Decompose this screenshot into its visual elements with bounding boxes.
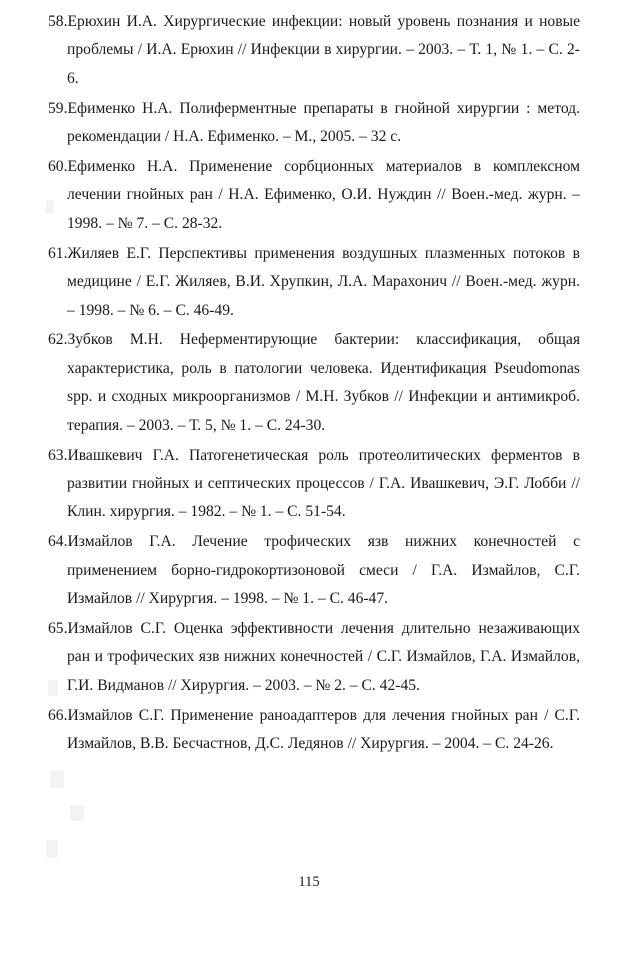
reference-number: 58. <box>48 13 68 30</box>
reference-text: Измайлов С.Г. Применение раноадаптеров для лечения гнойных ран / С.Г. Измайлов, В.В. Бесчастнов, Д.С. Ледянов // Хирургия. – 2004. – С. 24-26. <box>67 706 580 753</box>
reference-text: Ефименко Н.А. Применение сорбционных материалов в комплексном лечении гнойных ран / Н.А. Ефименко, О.И. Нуждин // Воен.-мед. журн. – 1998. – № 7. – С. 28-32. <box>67 158 580 232</box>
reference-text: Ефименко Н.А. Полиферментные препараты в гнойной хирургии : метод. рекомендации / Н.А. Ефименко. – М., 2005. – 32 с. <box>67 99 580 146</box>
reference-text: Измайлов С.Г. Оценка эффективности лечения длительно незаживающих ран и трофических язв нижних конечностей / С.Г. Измайлов, Г.А. Измайлов, Г.И. Видманов // Хирургия. – 2003. – № 2. – С. 42-45. <box>67 620 580 694</box>
scan-artifact <box>46 840 58 858</box>
reference-item <box>48 8 580 93</box>
scan-artifact <box>50 770 64 788</box>
reference-item <box>48 153 580 238</box>
reference-number: 59. <box>48 99 68 117</box>
reference-item <box>48 95 580 152</box>
reference-number: 65. <box>48 620 68 638</box>
reference-text: Зубков М.Н. Неферментирующие бактерии: классификация, общая характеристика, роль в патологии человека. Идентификация Pseudomonas spp. и сходных микроорганизмов / М.Н. Зубков // Инфекции и антимикроб. терапия. – 2003. – Т. 5, № 1. – С. 24-30. <box>67 331 580 434</box>
reference-number: 64. <box>48 533 68 551</box>
reference-number: 62. <box>48 331 68 349</box>
reference-list <box>48 8 580 760</box>
page-number: 115 <box>298 874 320 890</box>
reference-item <box>48 615 580 700</box>
reference-number: 63. <box>48 446 68 464</box>
reference-text: Ерюхин И.А. Хирургические инфекции: новый уровень познания и новые проблемы / И.А. Ерюхин // Инфекции в хирургии. – 2003. – Т. 1, № 1. – С. 2-6. <box>67 13 580 87</box>
reference-text: Измайлов Г.А. Лечение трофических язв нижних конечностей с применением борно-гидрокортизоновой смеси / Г.А. Измайлов, С.Г. Измайлов // Хирургия. – 1998. – № 1. – С. 46-47. <box>67 533 580 608</box>
reference-item <box>48 442 580 527</box>
scan-artifact <box>70 805 84 821</box>
reference-item <box>48 326 580 440</box>
reference-number: 66. <box>48 706 68 724</box>
reference-item <box>48 240 580 325</box>
reference-item <box>48 528 580 613</box>
reference-text: Ивашкевич Г.А. Патогенетическая роль протеолитических ферментов в развитии гнойных и септических процессов / Г.А. Ивашкевич, Э.Г. Лобби // Клин. хирургия. – 1982. – № 1. – С. 51-54. <box>67 446 580 521</box>
reference-item <box>48 702 580 759</box>
reference-number: 61. <box>48 244 68 262</box>
reference-text: Жиляев Е.Г. Перспективы применения воздушных плазменных потоков в медицине / Е.Г. Жиляев, В.И. Хрупкин, Л.А. Марахонич // Воен.-мед. журн. – 1998. – № 6. – С. 46-49. <box>67 244 580 319</box>
reference-number: 60. <box>48 158 68 176</box>
